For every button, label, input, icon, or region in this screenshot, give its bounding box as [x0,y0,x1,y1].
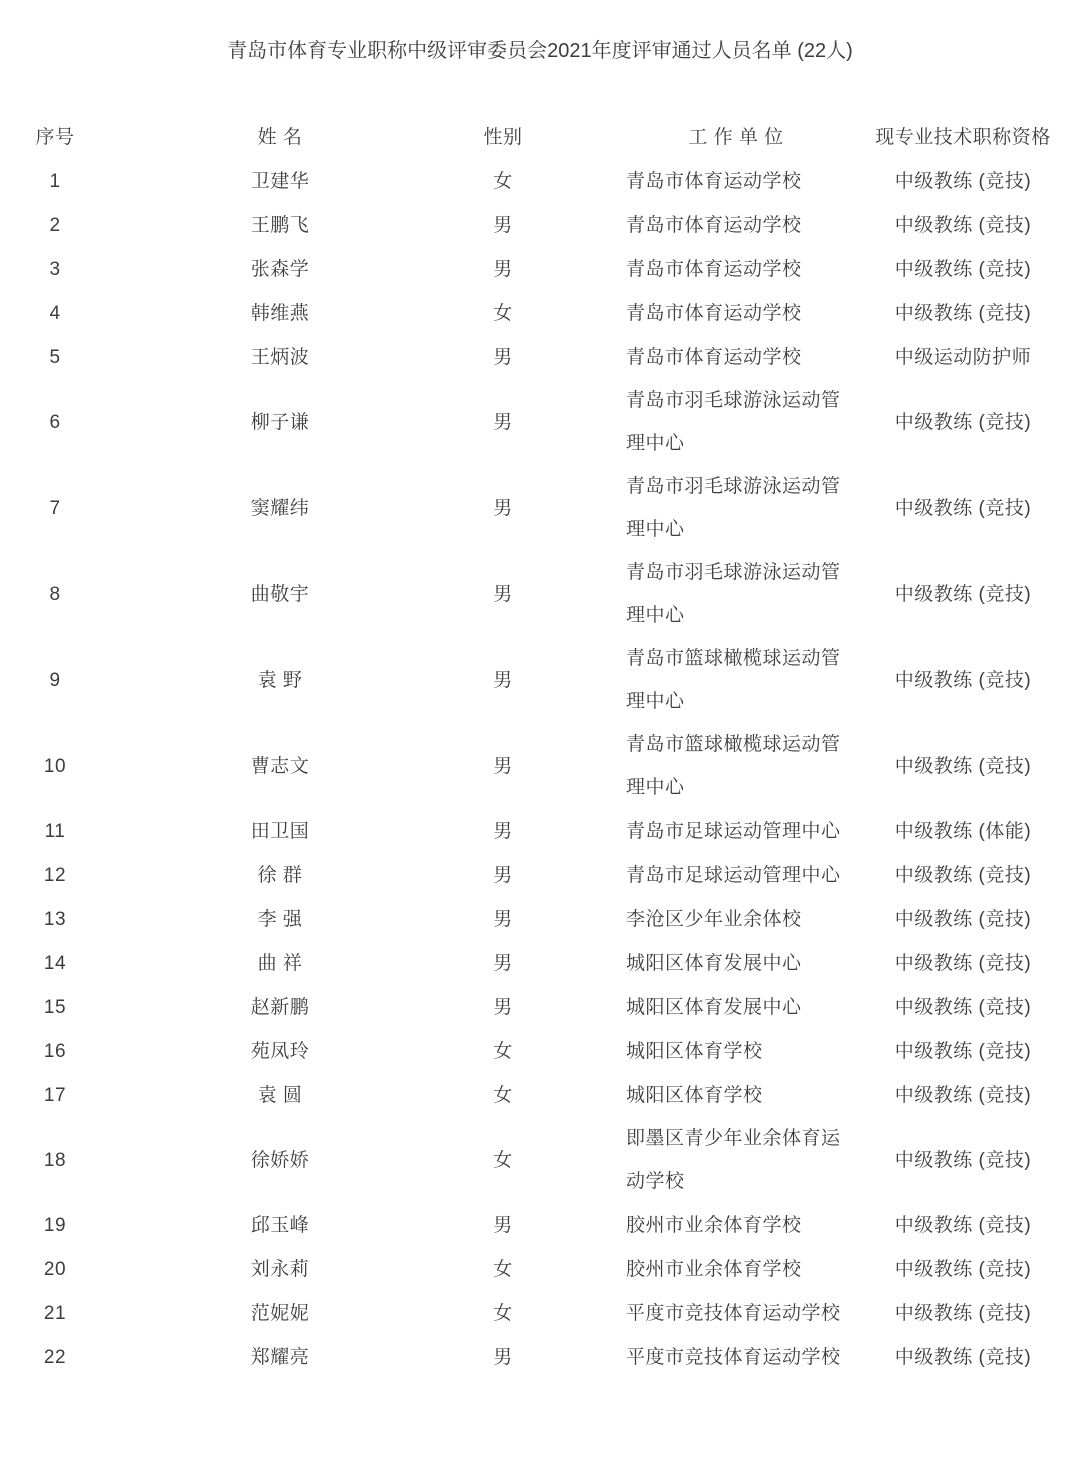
row-org: 青岛市羽毛球游泳运动管理中心 [626,390,841,454]
row-qual: 中级教练 (竞技) [894,583,1032,605]
row-seq: 6 [49,411,61,433]
row-name: 曲 祥 [257,952,303,974]
row-org-cell [556,1204,846,1247]
row-org-cell [556,204,846,247]
row-qual: 中级教练 (竞技) [894,1214,1032,1236]
row-gender: 男 [493,497,513,519]
row-org-cell [556,379,846,465]
row-org-cell [556,1336,846,1379]
row-seq: 12 [43,864,67,886]
row-name: 邱玉峰 [250,1214,310,1236]
row-name: 袁 圆 [257,1084,303,1106]
row-org: 青岛市体育运动学校 [626,302,802,324]
row-name: 刘永莉 [250,1258,310,1280]
table-row [0,1335,1080,1379]
table-row [0,1247,1080,1291]
row-org: 青岛市体育运动学校 [626,346,802,368]
row-gender: 男 [493,908,513,930]
row-org-cell [556,942,846,985]
row-org: 青岛市足球运动管理中心 [626,820,841,842]
row-org: 即墨区青少年业余体育运动学校 [626,1128,841,1192]
row-gender: 男 [493,864,513,886]
row-seq: 1 [49,170,61,192]
row-qual: 中级教练 (竞技) [894,1084,1032,1106]
table-row [0,1029,1080,1073]
row-org: 平度市竞技体育运动学校 [626,1346,841,1368]
row-seq: 16 [43,1040,67,1062]
row-qual: 中级教练 (竞技) [894,1149,1032,1171]
row-name: 郑耀亮 [250,1346,310,1368]
row-qual: 中级教练 (体能) [894,820,1032,842]
row-qual: 中级运动防护师 [894,346,1032,368]
table-row [0,465,1080,551]
row-org: 胶州市业余体育学校 [626,1258,802,1280]
row-qual: 中级教练 (竞技) [894,1258,1032,1280]
row-gender: 男 [493,755,513,777]
row-org-cell [556,551,846,637]
table-row [0,379,1080,465]
table-row [0,1203,1080,1247]
row-org: 青岛市体育运动学校 [626,170,802,192]
row-org: 青岛市篮球橄榄球运动管理中心 [626,648,841,712]
row-seq: 7 [49,497,61,519]
row-org: 平度市竞技体育运动学校 [626,1302,841,1324]
row-qual: 中级教练 (竞技) [894,1040,1032,1062]
row-seq: 5 [49,346,61,368]
row-gender: 男 [493,820,513,842]
row-org-cell [556,1030,846,1073]
row-gender: 男 [493,411,513,433]
row-seq: 14 [43,952,67,974]
row-name: 张森学 [250,258,310,280]
row-org: 城阳区体育发展中心 [626,996,802,1018]
row-qual: 中级教练 (竞技) [894,864,1032,886]
row-seq: 13 [43,908,67,930]
row-gender: 女 [493,1149,513,1171]
row-org-cell [556,1248,846,1291]
row-org: 城阳区体育发展中心 [626,952,802,974]
row-seq: 4 [49,302,61,324]
row-seq: 22 [43,1346,67,1368]
row-gender: 男 [493,952,513,974]
table-row [0,1291,1080,1335]
row-seq: 21 [43,1302,67,1324]
row-name: 李 强 [257,908,303,930]
table-row [0,551,1080,637]
row-qual: 中级教练 (竞技) [894,214,1032,236]
row-name: 卫建华 [250,170,310,192]
row-org-cell [556,898,846,941]
row-qual: 中级教练 (竞技) [894,996,1032,1018]
row-org-cell [556,810,846,853]
row-gender: 男 [493,1346,513,1368]
row-org: 青岛市体育运动学校 [626,258,802,280]
row-org-cell [556,248,846,291]
table-row [0,203,1080,247]
row-org: 城阳区体育学校 [626,1040,763,1062]
row-org: 青岛市足球运动管理中心 [626,864,841,886]
table-row [0,723,1080,809]
row-qual: 中级教练 (竞技) [894,258,1032,280]
row-org-cell [556,292,846,335]
row-gender: 女 [493,170,513,192]
table-row [0,159,1080,203]
row-qual: 中级教练 (竞技) [894,755,1032,777]
row-qual: 中级教练 (竞技) [894,952,1032,974]
row-name: 苑凤玲 [250,1040,310,1062]
row-name: 曹志文 [250,755,310,777]
row-seq: 2 [49,214,61,236]
row-seq: 11 [44,820,66,842]
table-row [0,941,1080,985]
row-seq: 19 [43,1214,67,1236]
row-name: 赵新鹏 [250,996,310,1018]
row-qual: 中级教练 (竞技) [894,411,1032,433]
row-org: 青岛市羽毛球游泳运动管理中心 [626,476,841,540]
table-row [0,985,1080,1029]
table-row [0,291,1080,335]
row-seq: 18 [43,1149,67,1171]
row-org: 青岛市羽毛球游泳运动管理中心 [626,562,841,626]
row-seq: 3 [49,258,61,280]
row-name: 田卫国 [250,820,310,842]
row-org: 胶州市业余体育学校 [626,1214,802,1236]
row-org-cell [556,1117,846,1203]
page-title: 青岛市体育专业职称中级评审委员会2021年度评审通过人员名单 (22人) [227,40,853,62]
row-seq: 8 [49,583,61,605]
row-qual: 中级教练 (竞技) [894,302,1032,324]
row-org: 青岛市篮球橄榄球运动管理中心 [626,734,841,798]
row-gender: 男 [493,583,513,605]
row-qual: 中级教练 (竞技) [894,908,1032,930]
row-qual: 中级教练 (竞技) [894,1346,1032,1368]
table-row [0,247,1080,291]
header-gender: 性别 [483,126,523,148]
table-row [0,1073,1080,1117]
table-row [0,897,1080,941]
row-seq: 17 [43,1084,67,1106]
row-name: 徐 群 [257,864,303,886]
row-name: 王炳波 [250,346,310,368]
row-org-cell [556,160,846,203]
row-org-cell [556,854,846,897]
table-row [0,809,1080,853]
table-row [0,335,1080,379]
row-qual: 中级教练 (竞技) [894,1302,1032,1324]
row-name: 韩维燕 [250,302,310,324]
row-seq: 15 [43,996,67,1018]
row-gender: 女 [493,302,513,324]
table-header-row [0,115,1080,159]
table-row [0,637,1080,723]
header-name: 姓 名 [257,126,303,148]
row-org: 李沧区少年业余体校 [626,908,802,930]
row-seq: 9 [49,669,61,691]
header-qual: 现专业技术职称资格 [875,126,1051,148]
row-org-cell [556,1074,846,1117]
row-gender: 男 [493,258,513,280]
row-name: 曲敬宇 [250,583,310,605]
row-name: 袁 野 [257,669,303,691]
row-org-cell [556,723,846,809]
row-seq: 10 [43,755,67,777]
header-org: 工 作 单 位 [688,126,784,148]
row-name: 柳子谦 [250,411,310,433]
row-org-cell [556,637,846,723]
row-gender: 男 [493,1214,513,1236]
row-gender: 男 [493,996,513,1018]
row-qual: 中级教练 (竞技) [894,497,1032,519]
row-qual: 中级教练 (竞技) [894,170,1032,192]
row-name: 范妮妮 [250,1302,310,1324]
row-name: 徐娇娇 [250,1149,310,1171]
header-org-cell [556,116,846,159]
table-row [0,1117,1080,1203]
table-body [0,159,1080,1379]
row-name: 窦耀纬 [250,497,310,519]
row-org-cell [556,986,846,1029]
row-org: 城阳区体育学校 [626,1084,763,1106]
row-org-cell [556,1292,846,1335]
row-qual: 中级教练 (竞技) [894,669,1032,691]
row-gender: 女 [493,1040,513,1062]
row-seq: 20 [43,1258,67,1280]
row-org-cell [556,336,846,379]
row-org: 青岛市体育运动学校 [626,214,802,236]
approved-personnel-table [0,115,1080,1379]
row-gender: 女 [493,1302,513,1324]
row-name: 王鹏飞 [250,214,310,236]
row-gender: 男 [493,214,513,236]
row-gender: 男 [493,346,513,368]
row-gender: 男 [493,669,513,691]
row-org-cell [556,465,846,551]
row-gender: 女 [493,1084,513,1106]
header-seq: 序号 [35,126,75,148]
table-row [0,853,1080,897]
row-gender: 女 [493,1258,513,1280]
